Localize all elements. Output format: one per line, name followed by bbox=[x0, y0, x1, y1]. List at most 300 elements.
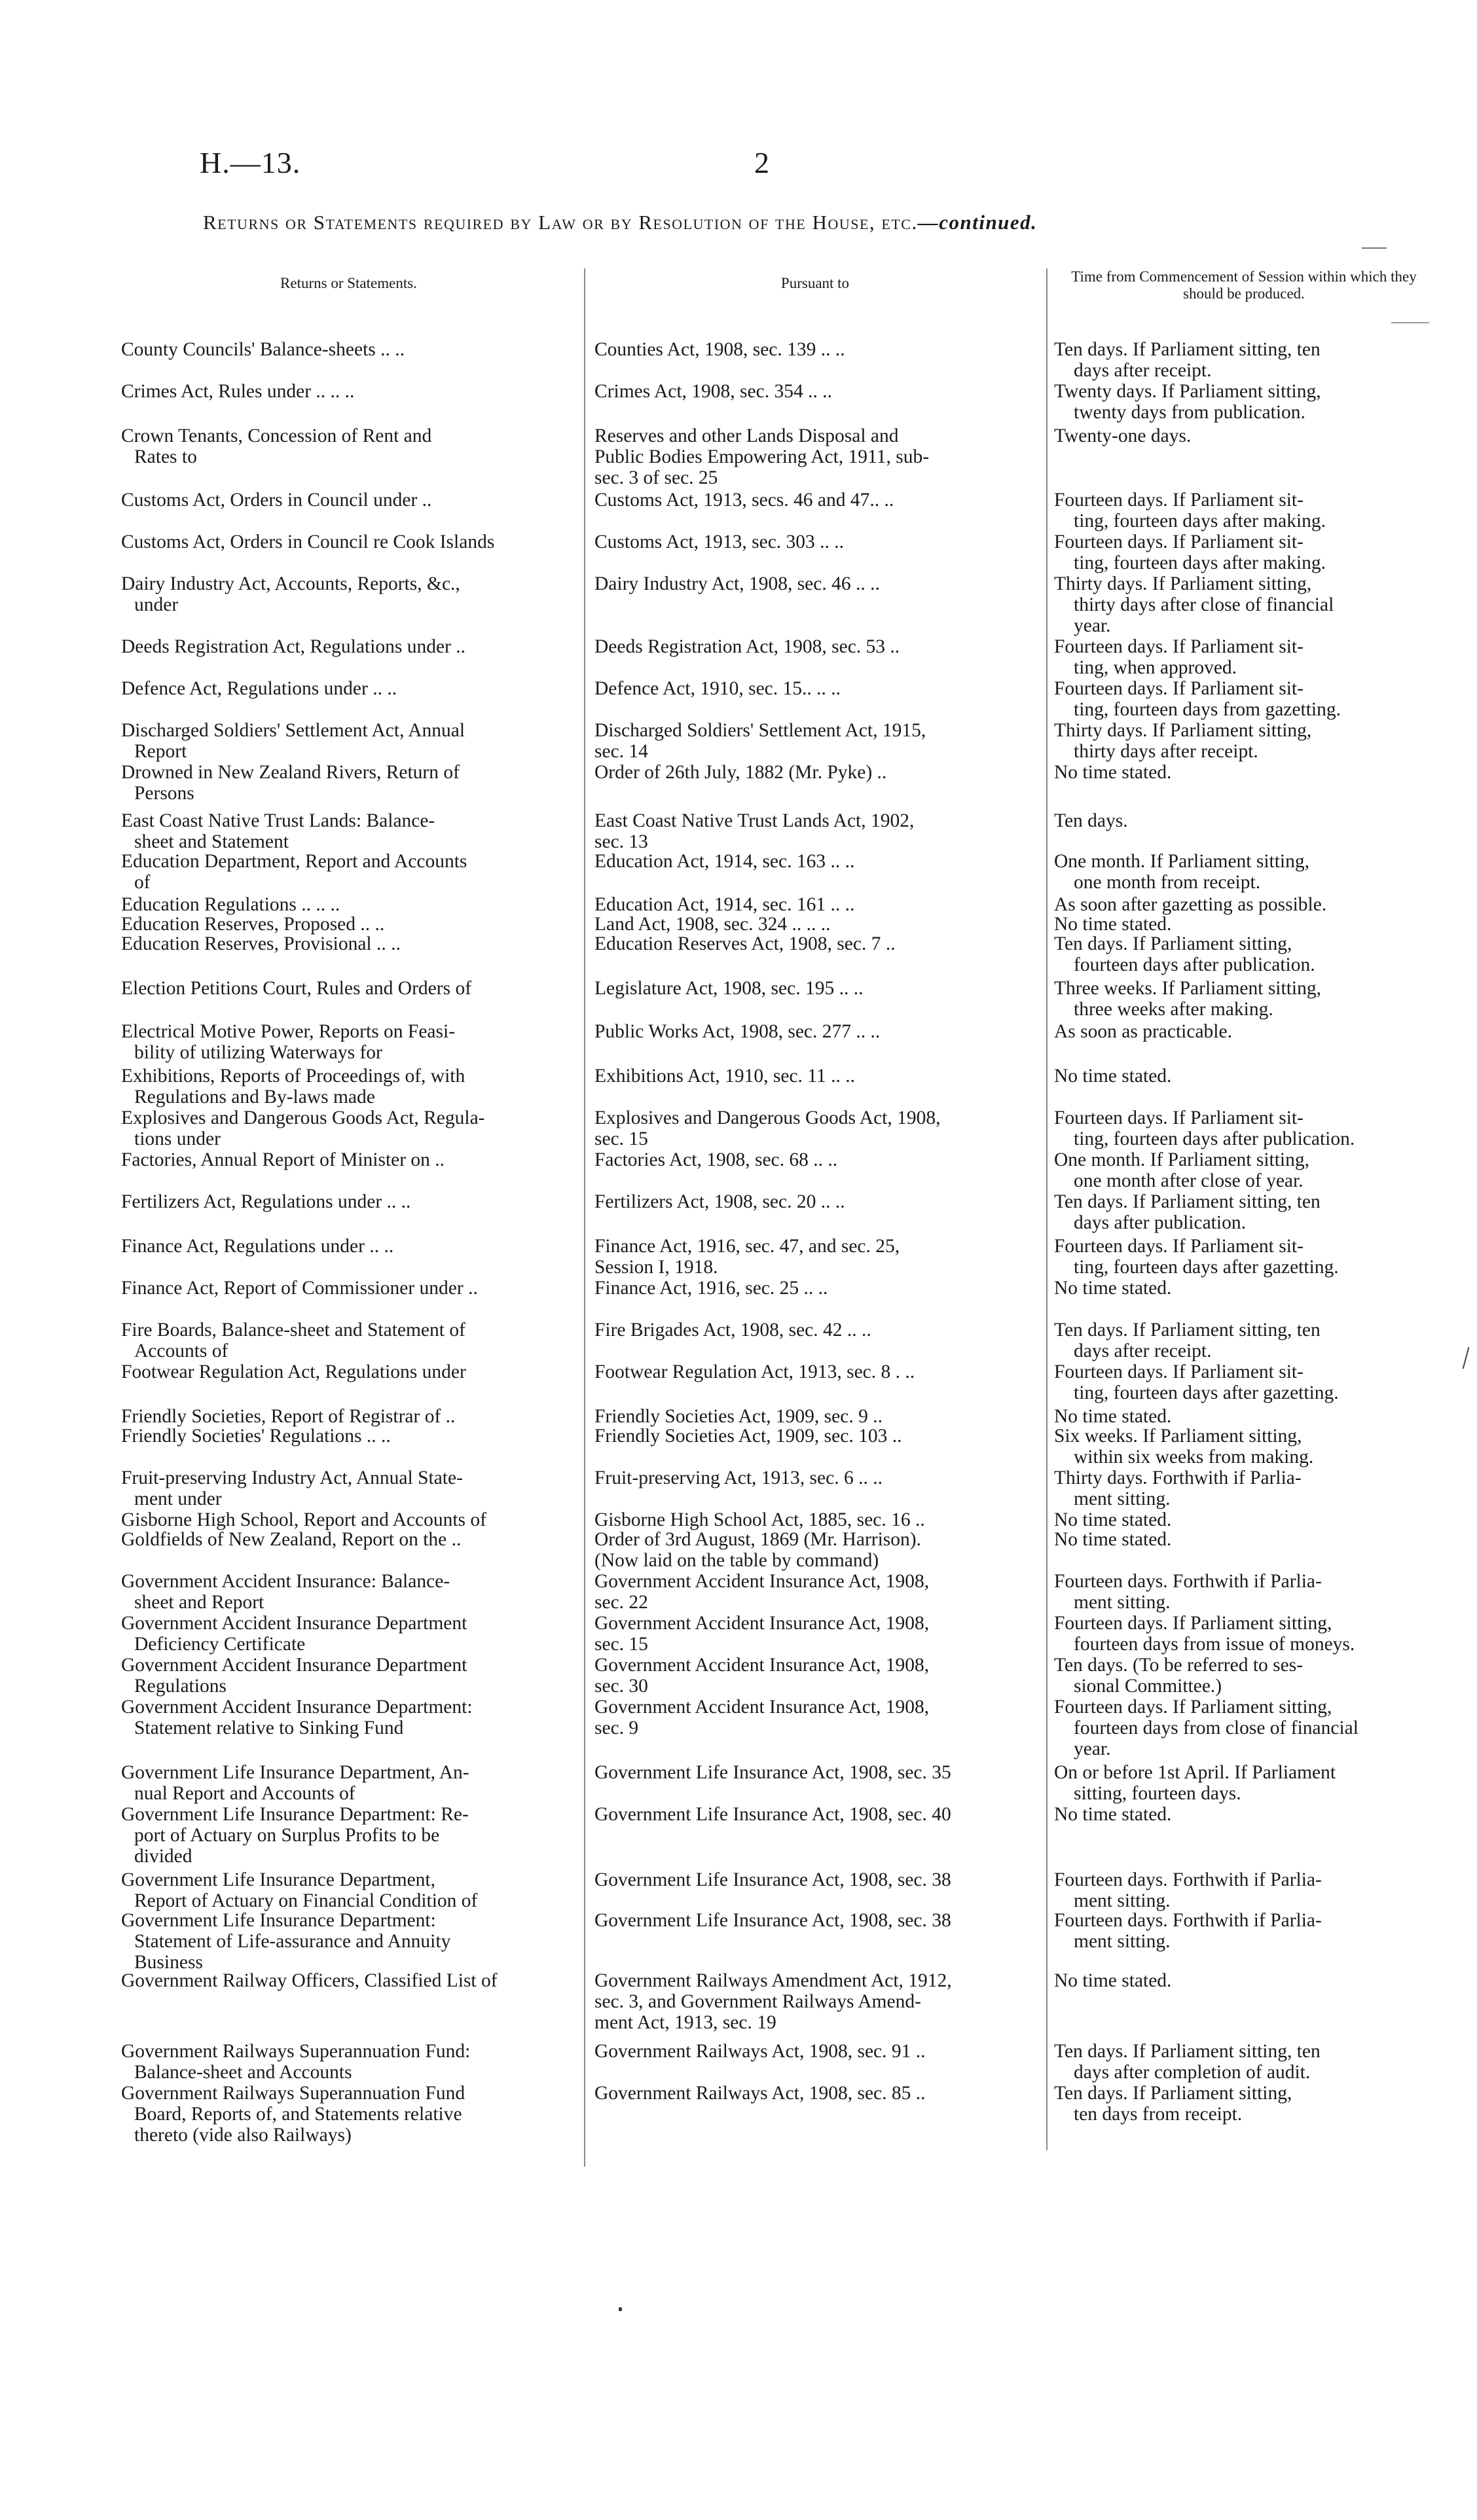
cell-line: Government Railways Act, 1908, sec. 91 .. bbox=[594, 2041, 926, 2062]
row-pursuant bbox=[594, 1509, 1040, 1530]
cell-line: Thirty days. Forthwith if Parlia- bbox=[1054, 1467, 1302, 1488]
row-returns bbox=[121, 851, 576, 893]
cell-line: Counties Act, 1908, sec. 139 .. .. bbox=[594, 339, 845, 360]
cell-line: Thirty days. If Parliament sitting, bbox=[1054, 720, 1312, 741]
cell-line: Fruit-preserving Act, 1913, sec. 6 .. .. bbox=[594, 1467, 883, 1488]
row-returns bbox=[121, 678, 576, 699]
cell-line: Government Railway Officers, Classified List of bbox=[121, 1970, 498, 1991]
cell-line: fourteen days after publication. bbox=[1074, 954, 1315, 975]
row-time bbox=[1054, 1970, 1431, 1991]
cell-line: Discharged Soldiers' Settlement Act, 1915, bbox=[594, 720, 926, 741]
cell-line: Finance Act, 1916, sec. 47, and sec. 25, bbox=[594, 1236, 900, 1257]
cell-line: Dairy Industry Act, 1908, sec. 46 .. .. bbox=[594, 573, 880, 594]
row-time bbox=[1054, 381, 1431, 423]
cell-line: Crown Tenants, Concession of Rent and bbox=[121, 425, 432, 446]
cell-line: No time stated. bbox=[1054, 1804, 1172, 1825]
stray-mark bbox=[619, 2307, 622, 2311]
row-returns bbox=[121, 1697, 576, 1738]
cell-line: Fourteen days. If Parliament sit- bbox=[1054, 1236, 1304, 1257]
cell-line: Ten days. If Parliament sitting, ten bbox=[1054, 339, 1321, 360]
cell-line: One month. If Parliament sitting, bbox=[1054, 1149, 1309, 1170]
cell-line: Fertilizers Act, 1908, sec. 20 .. .. bbox=[594, 1191, 845, 1212]
cell-line: County Councils' Balance-sheets .. .. bbox=[121, 339, 405, 360]
cell-line: Fourteen days. Forthwith if Parlia- bbox=[1054, 1910, 1322, 1931]
cell-line: Government Accident Insurance Act, 1908, bbox=[594, 1571, 930, 1592]
row-pursuant bbox=[594, 1149, 1040, 1170]
cell-line: Ten days. If Parliament sitting, bbox=[1054, 2083, 1292, 2104]
cell-line: No time stated. bbox=[1054, 1066, 1172, 1087]
row-returns bbox=[121, 978, 576, 999]
row-time bbox=[1054, 1571, 1431, 1613]
cell-line: year. bbox=[1074, 615, 1111, 636]
row-pursuant bbox=[594, 531, 1040, 552]
cell-line: ting, fourteen days from gazetting. bbox=[1074, 699, 1341, 720]
cell-line: days after completion of audit. bbox=[1074, 2062, 1311, 2083]
cell-line: Education Regulations .. .. .. bbox=[121, 894, 340, 915]
cell-line: Friendly Societies, Report of Registrar of .. bbox=[121, 1406, 456, 1427]
cell-line: East Coast Native Trust Lands Act, 1902, bbox=[594, 810, 915, 831]
cell-line: Ten days. If Parliament sitting, ten bbox=[1054, 1191, 1321, 1212]
row-time bbox=[1054, 1869, 1431, 1911]
cell-line: ting, fourteen days after gazetting. bbox=[1074, 1382, 1339, 1403]
cell-line: Statement relative to Sinking Fund bbox=[134, 1718, 404, 1738]
cell-line: ting, fourteen days after gazetting. bbox=[1074, 1257, 1339, 1278]
cell-line: Crimes Act, Rules under .. .. .. bbox=[121, 381, 355, 402]
row-returns bbox=[121, 1278, 576, 1299]
row-time bbox=[1054, 425, 1431, 446]
cell-line: Government Life Insurance Department: bbox=[121, 1910, 436, 1931]
cell-line: Government Life Insurance Department, bbox=[121, 1869, 435, 1890]
row-returns bbox=[121, 1571, 576, 1613]
cell-line: Land Act, 1908, sec. 324 .. .. .. bbox=[594, 914, 831, 935]
cell-line: (Now laid on the table by command) bbox=[594, 1550, 879, 1571]
row-returns bbox=[121, 1655, 576, 1697]
row-pursuant bbox=[594, 1021, 1040, 1042]
row-time bbox=[1054, 1066, 1431, 1087]
row-time bbox=[1054, 1021, 1431, 1042]
cell-line: thereto (vide also Railways) bbox=[134, 2125, 352, 2146]
cell-line: divided bbox=[134, 1846, 192, 1867]
cell-line: Fire Boards, Balance-sheet and Statement of bbox=[121, 1320, 465, 1341]
row-time bbox=[1054, 1804, 1431, 1825]
cell-line: As soon after gazetting as possible. bbox=[1054, 894, 1327, 915]
cell-line: Friendly Societies Act, 1909, sec. 9 .. bbox=[594, 1406, 883, 1427]
row-returns bbox=[121, 1970, 576, 1991]
column-header-returns: Returns or Statements. bbox=[280, 275, 417, 291]
cell-line: port of Actuary on Surplus Profits to be bbox=[134, 1825, 440, 1846]
cell-line: Education Reserves, Proposed .. .. bbox=[121, 914, 385, 935]
row-time bbox=[1054, 1910, 1431, 1952]
cell-line: Deeds Registration Act, Regulations under .. bbox=[121, 636, 465, 657]
row-time bbox=[1054, 2083, 1431, 2125]
cell-line: Customs Act, 1913, secs. 46 and 47.. .. bbox=[594, 490, 894, 511]
cell-line: days after receipt. bbox=[1074, 1341, 1212, 1361]
row-pursuant bbox=[594, 1697, 1040, 1738]
row-time bbox=[1054, 1406, 1431, 1427]
row-time bbox=[1054, 2041, 1431, 2083]
row-returns bbox=[121, 381, 576, 402]
cell-line: No time stated. bbox=[1054, 1529, 1172, 1550]
cell-line: Report bbox=[134, 741, 187, 762]
row-returns bbox=[121, 1467, 576, 1509]
column-header-pursuant: Pursuant to bbox=[780, 275, 850, 291]
row-pursuant bbox=[594, 1655, 1040, 1697]
row-returns bbox=[121, 531, 576, 552]
cell-line: sec. 9 bbox=[594, 1718, 639, 1738]
row-pursuant bbox=[594, 1066, 1040, 1087]
cell-line: Government Life Insurance Act, 1908, sec. 35 bbox=[594, 1762, 951, 1783]
cell-line: Fourteen days. Forthwith if Parlia- bbox=[1054, 1571, 1322, 1592]
cell-line: Fruit-preserving Industry Act, Annual State- bbox=[121, 1467, 463, 1488]
row-pursuant bbox=[594, 1910, 1040, 1931]
cell-line: Friendly Societies Act, 1909, sec. 103 .. bbox=[594, 1426, 902, 1447]
row-pursuant bbox=[594, 2083, 1040, 2104]
row-time bbox=[1054, 1613, 1431, 1655]
row-pursuant bbox=[594, 1426, 1040, 1447]
cell-line: Footwear Regulation Act, Regulations under bbox=[121, 1361, 466, 1382]
row-time bbox=[1054, 1236, 1431, 1278]
cell-line: Ten days. If Parliament sitting, ten bbox=[1054, 2041, 1321, 2062]
cell-line: Balance-sheet and Accounts bbox=[134, 2062, 352, 2083]
row-pursuant bbox=[594, 636, 1040, 657]
row-pursuant bbox=[594, 1320, 1040, 1341]
cell-line: Explosives and Dangerous Goods Act, Regula- bbox=[121, 1107, 485, 1128]
cell-line: days after receipt. bbox=[1074, 360, 1212, 381]
row-returns bbox=[121, 339, 576, 360]
cell-line: Rates to bbox=[134, 446, 197, 467]
cell-line: Crimes Act, 1908, sec. 354 .. .. bbox=[594, 381, 832, 402]
cell-line: No time stated. bbox=[1054, 1970, 1172, 1991]
cell-line: Fourteen days. If Parliament sitting, bbox=[1054, 1697, 1332, 1718]
cell-line: Defence Act, 1910, sec. 15.. .. .. bbox=[594, 678, 841, 699]
cell-line: As soon as practicable. bbox=[1054, 1021, 1232, 1042]
cell-line: Twenty-one days. bbox=[1054, 425, 1192, 446]
row-time bbox=[1054, 720, 1431, 762]
row-pursuant bbox=[594, 1467, 1040, 1488]
row-pursuant bbox=[594, 894, 1040, 915]
cell-line: Government Railways Amendment Act, 1912, bbox=[594, 1970, 952, 1991]
row-returns bbox=[121, 1361, 576, 1382]
row-returns bbox=[121, 1762, 576, 1804]
cell-line: Exhibitions Act, 1910, sec. 11 .. .. bbox=[594, 1066, 855, 1087]
row-returns bbox=[121, 894, 576, 915]
cell-line: ting, fourteen days after making. bbox=[1074, 552, 1326, 573]
cell-line: Finance Act, 1916, sec. 25 .. .. bbox=[594, 1278, 828, 1299]
cell-line: Order of 3rd August, 1869 (Mr. Harrison). bbox=[594, 1529, 921, 1550]
cell-line: Fire Brigades Act, 1908, sec. 42 .. .. bbox=[594, 1320, 871, 1341]
row-returns bbox=[121, 636, 576, 657]
row-time bbox=[1054, 978, 1431, 1020]
cell-line: sional Committee.) bbox=[1074, 1676, 1222, 1697]
cell-line: Deeds Registration Act, 1908, sec. 53 .. bbox=[594, 636, 900, 657]
row-time bbox=[1054, 1278, 1431, 1299]
cell-line: Ten days. If Parliament sitting, bbox=[1054, 933, 1292, 954]
cell-line: Government Railways Superannuation Fund bbox=[121, 2083, 465, 2104]
cell-line: sec. 15 bbox=[594, 1634, 648, 1655]
cell-line: ting, fourteen days after publication. bbox=[1074, 1128, 1355, 1149]
cell-line: Finance Act, Regulations under .. .. bbox=[121, 1236, 394, 1257]
cell-line: Government Accident Insurance Act, 1908, bbox=[594, 1697, 930, 1718]
cell-line: Deficiency Certificate bbox=[134, 1634, 306, 1655]
row-returns bbox=[121, 1529, 576, 1550]
row-time bbox=[1054, 339, 1431, 381]
cell-line: Education Reserves Act, 1908, sec. 7 .. bbox=[594, 933, 896, 954]
cell-line: twenty days from publication. bbox=[1074, 402, 1305, 423]
row-pursuant bbox=[594, 381, 1040, 402]
cell-line: Twenty days. If Parliament sitting, bbox=[1054, 381, 1321, 402]
title-main: Returns or Statements required by Law or by Resolution of the House, etc. bbox=[203, 211, 918, 234]
page-reference: H.—13. bbox=[200, 146, 301, 179]
cell-line: fourteen days from issue of moneys. bbox=[1074, 1634, 1355, 1655]
cell-line: Regulations and By-laws made bbox=[134, 1087, 375, 1107]
row-pursuant bbox=[594, 339, 1040, 360]
cell-line: Government Life Insurance Act, 1908, sec. 38 bbox=[594, 1910, 951, 1931]
row-returns bbox=[121, 573, 576, 615]
cell-line: Election Petitions Court, Rules and Orders of bbox=[121, 978, 472, 999]
row-time bbox=[1054, 1149, 1431, 1191]
row-returns bbox=[121, 1191, 576, 1212]
cell-line: Drowned in New Zealand Rivers, Return of bbox=[121, 762, 460, 783]
cell-line: One month. If Parliament sitting, bbox=[1054, 851, 1309, 872]
title-continued: —continued. bbox=[917, 211, 1038, 234]
cell-line: Finance Act, Report of Commissioner under .. bbox=[121, 1278, 478, 1299]
cell-line: Reserves and other Lands Disposal and bbox=[594, 425, 899, 446]
row-pursuant bbox=[594, 762, 1040, 783]
cell-line: sec. 30 bbox=[594, 1676, 648, 1697]
cell-line: ment under bbox=[134, 1488, 222, 1509]
cell-line: Government Accident Insurance Department bbox=[121, 1613, 467, 1634]
row-returns bbox=[121, 914, 576, 935]
row-returns bbox=[121, 933, 576, 954]
row-returns bbox=[121, 2083, 576, 2146]
cell-line: East Coast Native Trust Lands: Balance- bbox=[121, 810, 435, 831]
row-returns bbox=[121, 1804, 576, 1867]
cell-line: ment Act, 1913, sec. 19 bbox=[594, 2012, 776, 2033]
cell-line: Government Accident Insurance Department: bbox=[121, 1697, 473, 1718]
row-time bbox=[1054, 1509, 1431, 1530]
row-time bbox=[1054, 933, 1431, 975]
row-time bbox=[1054, 810, 1431, 831]
cell-line: Government Accident Insurance Department bbox=[121, 1655, 467, 1676]
row-time bbox=[1054, 894, 1431, 915]
row-returns bbox=[121, 1509, 576, 1530]
cell-line: Defence Act, Regulations under .. .. bbox=[121, 678, 397, 699]
cell-line: Accounts of bbox=[134, 1341, 228, 1361]
cell-line: sec. 3, and Government Railways Amend- bbox=[594, 1991, 921, 2012]
row-returns bbox=[121, 1320, 576, 1361]
cell-line: No time stated. bbox=[1054, 762, 1172, 783]
cell-line: sheet and Statement bbox=[134, 831, 289, 852]
cell-line: Session I, 1918. bbox=[594, 1257, 718, 1278]
row-returns bbox=[121, 1021, 576, 1063]
cell-line: Electrical Motive Power, Reports on Feasi- bbox=[121, 1021, 456, 1042]
cell-line: Government Life Insurance Act, 1908, sec. 38 bbox=[594, 1869, 951, 1890]
cell-line: Public Bodies Empowering Act, 1911, sub- bbox=[594, 446, 930, 467]
row-pursuant bbox=[594, 1970, 1040, 2033]
cell-line: days after publication. bbox=[1074, 1212, 1246, 1233]
row-pursuant bbox=[594, 1191, 1040, 1212]
cell-line: Fertilizers Act, Regulations under .. .. bbox=[121, 1191, 411, 1212]
row-pursuant bbox=[594, 1278, 1040, 1299]
cell-line: one month from receipt. bbox=[1074, 872, 1261, 893]
row-pursuant bbox=[594, 1107, 1040, 1149]
row-pursuant bbox=[594, 1236, 1040, 1278]
cell-line: thirty days after receipt. bbox=[1074, 741, 1258, 762]
cell-line: Three weeks. If Parliament sitting, bbox=[1054, 978, 1321, 999]
row-returns bbox=[121, 1613, 576, 1655]
cell-line: sec. 15 bbox=[594, 1128, 648, 1149]
row-time bbox=[1054, 1529, 1431, 1550]
cell-line: Fourteen days. Forthwith if Parlia- bbox=[1054, 1869, 1322, 1890]
cell-line: fourteen days from close of financial bbox=[1074, 1718, 1358, 1738]
cell-line: Exhibitions, Reports of Proceedings of, with bbox=[121, 1066, 465, 1087]
row-pursuant bbox=[594, 1406, 1040, 1427]
cell-line: Factories Act, 1908, sec. 68 .. .. bbox=[594, 1149, 838, 1170]
cell-line: Fourteen days. If Parliament sitting, bbox=[1054, 1613, 1332, 1634]
cell-line: ment sitting. bbox=[1074, 1890, 1171, 1911]
cell-line: Friendly Societies' Regulations .. .. bbox=[121, 1426, 391, 1447]
cell-line: Persons bbox=[134, 783, 194, 804]
cell-line: ten days from receipt. bbox=[1074, 2104, 1243, 2125]
row-time bbox=[1054, 636, 1431, 678]
cell-line: Gisborne High School, Report and Accounts of bbox=[121, 1509, 486, 1530]
cell-line: Explosives and Dangerous Goods Act, 1908, bbox=[594, 1107, 941, 1128]
cell-line: Fourteen days. If Parliament sit- bbox=[1054, 490, 1304, 511]
cell-line: Education Reserves, Provisional .. .. bbox=[121, 933, 401, 954]
row-returns bbox=[121, 1406, 576, 1427]
cell-line: Fourteen days. If Parliament sit- bbox=[1054, 678, 1304, 699]
row-pursuant bbox=[594, 914, 1040, 935]
cell-line: Discharged Soldiers' Settlement Act, Annual bbox=[121, 720, 465, 741]
cell-line: sec. 13 bbox=[594, 831, 648, 852]
row-time bbox=[1054, 1697, 1431, 1759]
row-time bbox=[1054, 1191, 1431, 1233]
cell-line: Government Accident Insurance Act, 1908, bbox=[594, 1655, 930, 1676]
cell-line: Footwear Regulation Act, 1913, sec. 8 . .. bbox=[594, 1361, 915, 1382]
row-time bbox=[1054, 1467, 1431, 1509]
cell-line: Government Accident Insurance Act, 1908, bbox=[594, 1613, 930, 1634]
cell-line: Statement of Life-assurance and Annuity bbox=[134, 1931, 451, 1952]
cell-line: Customs Act, Orders in Council re Cook Islands bbox=[121, 531, 495, 552]
row-pursuant bbox=[594, 1529, 1040, 1571]
cell-line: nual Report and Accounts of bbox=[134, 1783, 356, 1804]
column-header-time: Time from Commencement of Session within which they should be produced. bbox=[1071, 268, 1417, 302]
cell-line: Legislature Act, 1908, sec. 195 .. .. bbox=[594, 978, 864, 999]
cell-line: Goldfields of New Zealand, Report on the .. bbox=[121, 1529, 462, 1550]
row-time bbox=[1054, 914, 1431, 935]
row-pursuant bbox=[594, 1804, 1040, 1825]
row-pursuant bbox=[594, 678, 1040, 699]
row-pursuant bbox=[594, 1613, 1040, 1655]
cell-line: of bbox=[134, 872, 151, 893]
cell-line: within six weeks from making. bbox=[1074, 1447, 1314, 1467]
cell-line: ment sitting. bbox=[1074, 1488, 1171, 1509]
cell-line: Regulations bbox=[134, 1676, 227, 1697]
row-returns bbox=[121, 1066, 576, 1107]
row-returns bbox=[121, 1236, 576, 1257]
cell-line: Customs Act, Orders in Council under .. bbox=[121, 490, 432, 511]
row-time bbox=[1054, 762, 1431, 783]
cell-line: No time stated. bbox=[1054, 914, 1172, 935]
cell-line: under bbox=[134, 594, 179, 615]
row-time bbox=[1054, 1107, 1431, 1149]
cell-line: ting, when approved. bbox=[1074, 657, 1237, 678]
cell-line: Ten days. (To be referred to ses- bbox=[1054, 1655, 1304, 1676]
cell-line: Report of Actuary on Financial Condition of bbox=[134, 1890, 478, 1911]
cell-line: ment sitting. bbox=[1074, 1931, 1171, 1952]
cell-line: Business bbox=[134, 1952, 203, 1973]
cell-line: No time stated. bbox=[1054, 1406, 1172, 1427]
row-time bbox=[1054, 1320, 1431, 1361]
row-pursuant bbox=[594, 490, 1040, 511]
cell-line: Thirty days. If Parliament sitting, bbox=[1054, 573, 1312, 594]
row-time bbox=[1054, 1426, 1431, 1467]
row-time bbox=[1054, 851, 1431, 893]
cell-line: Education Act, 1914, sec. 161 .. .. bbox=[594, 894, 855, 915]
cell-line: one month after close of year. bbox=[1074, 1170, 1304, 1191]
cell-line: bility of utilizing Waterways for bbox=[134, 1042, 382, 1063]
row-time bbox=[1054, 678, 1431, 720]
row-pursuant bbox=[594, 1762, 1040, 1783]
row-returns bbox=[121, 425, 576, 467]
cell-line: Fourteen days. If Parliament sit- bbox=[1054, 1361, 1304, 1382]
cell-line: Gisborne High School Act, 1885, sec. 16 .. bbox=[594, 1509, 925, 1530]
row-pursuant bbox=[594, 2041, 1040, 2062]
cell-line: Order of 26th July, 1882 (Mr. Pyke) .. bbox=[594, 762, 887, 783]
row-pursuant bbox=[594, 720, 1040, 762]
row-pursuant bbox=[594, 851, 1040, 872]
cell-line: sitting, fourteen days. bbox=[1074, 1783, 1241, 1804]
row-returns bbox=[121, 1426, 576, 1447]
cell-line: Government Railways Act, 1908, sec. 85 .. bbox=[594, 2083, 926, 2104]
cell-line: Government Life Insurance Act, 1908, sec. 40 bbox=[594, 1804, 951, 1825]
row-pursuant bbox=[594, 1571, 1040, 1613]
row-returns bbox=[121, 1107, 576, 1149]
cell-line: thirty days after close of financial bbox=[1074, 594, 1334, 615]
cell-line: ting, fourteen days after making. bbox=[1074, 511, 1326, 531]
cell-line: sec. 3 of sec. 25 bbox=[594, 467, 718, 488]
cell-line: tions under bbox=[134, 1128, 221, 1149]
cell-line: Fourteen days. If Parliament sit- bbox=[1054, 531, 1304, 552]
cell-line: Dairy Industry Act, Accounts, Reports, &c., bbox=[121, 573, 460, 594]
row-pursuant bbox=[594, 978, 1040, 999]
cell-line: Six weeks. If Parliament sitting, bbox=[1054, 1426, 1302, 1447]
cell-line: ment sitting. bbox=[1074, 1592, 1171, 1613]
row-time bbox=[1054, 1655, 1431, 1697]
cell-line: Fourteen days. If Parliament sit- bbox=[1054, 1107, 1304, 1128]
cell-line: Customs Act, 1913, sec. 303 .. .. bbox=[594, 531, 845, 552]
row-returns bbox=[121, 810, 576, 852]
cell-line: year. bbox=[1074, 1738, 1111, 1759]
row-pursuant bbox=[594, 1869, 1040, 1890]
cell-line: Education Act, 1914, sec. 163 .. .. bbox=[594, 851, 855, 872]
cell-line: three weeks after making. bbox=[1074, 999, 1273, 1020]
row-pursuant bbox=[594, 1361, 1040, 1382]
row-returns bbox=[121, 490, 576, 511]
cell-line: Ten days. bbox=[1054, 810, 1128, 831]
cell-line: On or before 1st April. If Parliament bbox=[1054, 1762, 1336, 1783]
cell-line: Board, Reports of, and Statements relative bbox=[134, 2104, 462, 2125]
row-returns bbox=[121, 1910, 576, 1973]
row-pursuant bbox=[594, 810, 1040, 852]
row-time bbox=[1054, 1762, 1431, 1804]
row-returns bbox=[121, 1869, 576, 1911]
cell-line: sec. 22 bbox=[594, 1592, 648, 1613]
cell-line: Ten days. If Parliament sitting, ten bbox=[1054, 1320, 1321, 1341]
cell-line: No time stated. bbox=[1054, 1278, 1172, 1299]
row-returns bbox=[121, 2041, 576, 2083]
row-pursuant bbox=[594, 933, 1040, 954]
